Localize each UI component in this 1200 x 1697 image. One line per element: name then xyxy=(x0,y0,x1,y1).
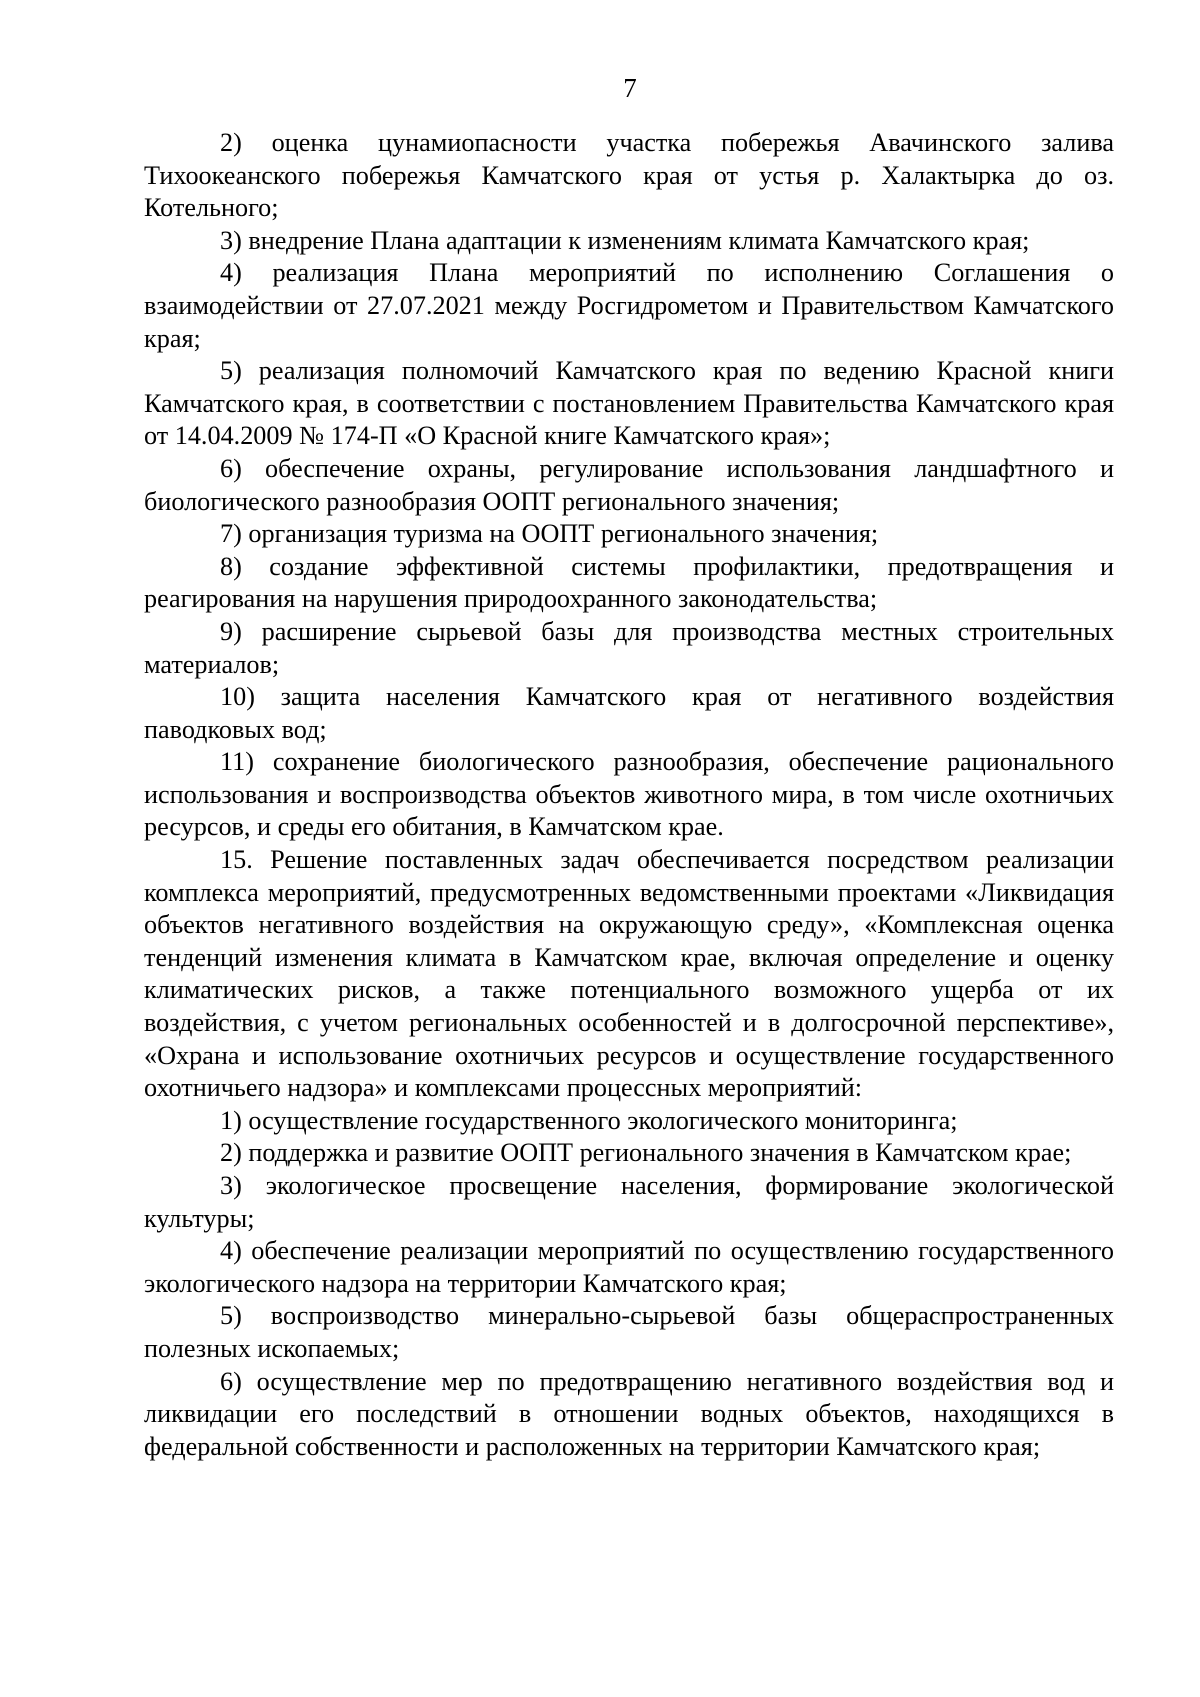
document-body xyxy=(144,127,1114,1463)
paragraph-task-7: 7) организация туризма на ООПТ регионального значения; xyxy=(220,519,879,549)
paragraph-measure-2: 2) поддержка и развитие ООПТ регионального значения в Камчатском крае; xyxy=(220,1138,1072,1168)
paragraph-measure-6: 6) осуществление мер по предотвращению негативного воздействия вод и ликвидации его последствий в отношении водных объектов, находящихся в федеральной собственности и расположенных на территории Камчатского края; xyxy=(144,1366,1114,1461)
paragraph-measure-1: 1) осуществление государственного экологического мониторинга; xyxy=(220,1105,958,1135)
paragraph-task-8: 8) создание эффективной системы профилактики, предотвращения и реагирования на нарушения природоохранного законодательства; xyxy=(144,551,1114,614)
paragraph-task-9: 9) расширение сырьевой базы для производства местных строительных материалов; xyxy=(144,616,1114,679)
paragraph-task-10: 10) защита населения Камчатского края от негативного воздействия паводковых вод; xyxy=(144,682,1114,744)
page-number: 7 xyxy=(623,73,637,103)
paragraph-task-3: 3) внедрение Плана адаптации к изменениям климата Камчатского края; xyxy=(220,225,1030,255)
paragraph-section-15: 15. Решение поставленных задач обеспечивается посредством реализации комплекса мероприятий, предусмотренных ведомственными проектами «Ликвидация объектов негативного воздействия на окружающую среду», «Комплексная оценка тенденций изменения климата в Камчатском крае, включая определение и оценку климатических рисков, а также потенциального возможного ущерба от их воздействия, с учетом региональных особенностей и в долгосрочной перспективе», «Охрана и использование охотничьих ресурсов и осуществление государственного охотничьего надзора» и комплексами процессных мероприятий: xyxy=(144,845,1114,1103)
paragraph-task-4: 4) реализация Плана мероприятий по исполнению Соглашения о взаимодействии от 27.07.2021 между Росгидрометом и Правительством Камчатского края; xyxy=(144,258,1114,353)
paragraph-measure-4: 4) обеспечение реализации мероприятий по осуществлению государственного экологического надзора на территории Камчатского края; xyxy=(144,1236,1114,1298)
paragraph-task-2: 2) оценка цунамиопасности участка побережья Авачинского залива Тихоокеанского побережья Камчатского края от устья р. Халактырка до оз. Котельного; xyxy=(144,128,1114,223)
paragraph-measure-5: 5) воспроизводство минерально-сырьевой базы общераспространенных полезных ископаемых; xyxy=(144,1301,1114,1363)
paragraph-task-5: 5) реализация полномочий Камчатского края по ведению Красной книги Камчатского края, в соответствии с постановлением Правительства Камчатского края от 14.04.2009 № 174-П «О Красной книге Камчатского края»; xyxy=(144,356,1114,451)
paragraph-task-6: 6) обеспечение охраны, регулирование использования ландшафтного и биологического разнообразия ООПТ регионального значения; xyxy=(144,453,1114,516)
paragraph-measure-3: 3) экологическое просвещение населения, формирование экологической культуры; xyxy=(144,1171,1114,1233)
paragraph-task-11: 11) сохранение биологического разнообразия, обеспечение рационального использования и воспроизводства объектов животного мира, в том числе охотничьих ресурсов, и среды его обитания, в Камчатском крае. xyxy=(144,747,1114,842)
